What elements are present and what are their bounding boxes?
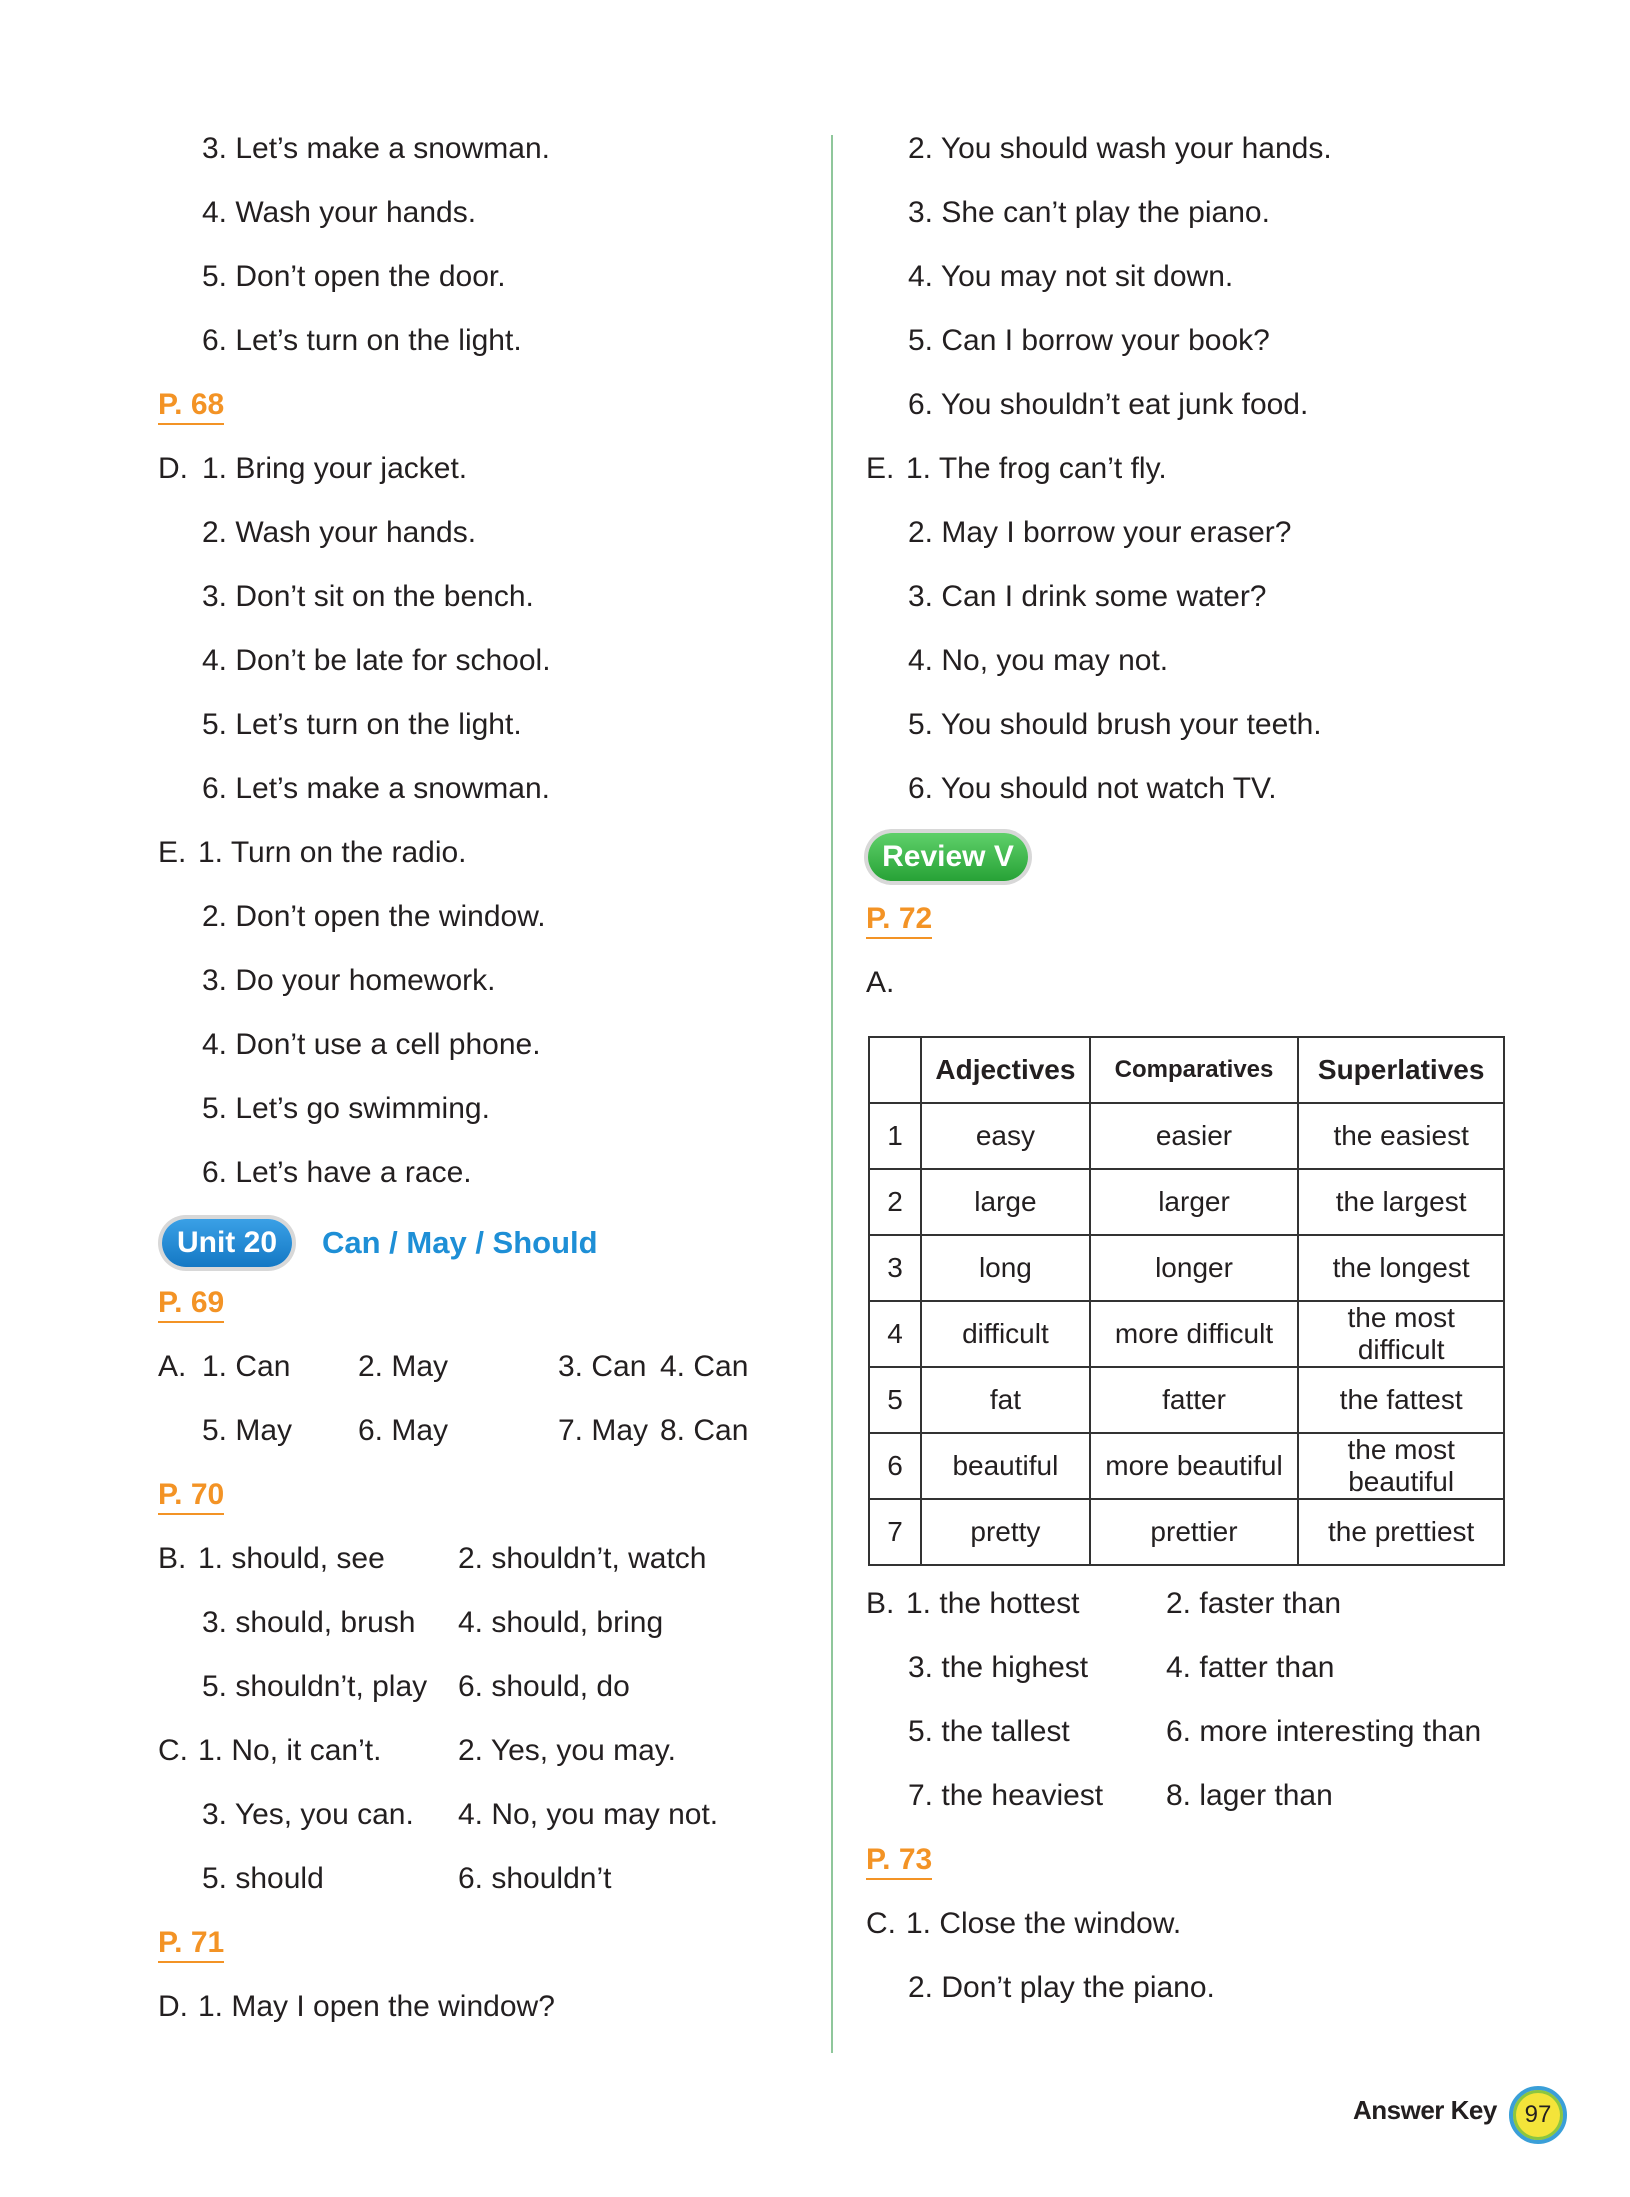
list-item: 4. No, you may not. bbox=[908, 644, 1169, 677]
table-cell: beautiful bbox=[921, 1433, 1090, 1499]
list-item: 2. Don’t play the piano. bbox=[908, 1971, 1215, 2004]
answer-cell: 3. the highest bbox=[908, 1651, 1089, 1684]
table-row bbox=[869, 1235, 1504, 1301]
answer-cell: 4. Can bbox=[660, 1350, 749, 1383]
answer-cell: 1. should, see bbox=[198, 1542, 385, 1575]
list-item: 1. Bring your jacket. bbox=[202, 452, 468, 485]
section-label-a: A. bbox=[866, 966, 895, 999]
answer-cell: 5. the tallest bbox=[908, 1715, 1070, 1748]
answer-cell: 5. should bbox=[202, 1862, 324, 1895]
list-item: 5. Don’t open the door. bbox=[202, 260, 506, 293]
comparison-table bbox=[868, 1036, 1505, 1566]
list-item: 4. Wash your hands. bbox=[202, 196, 477, 229]
page-ref-68: P. 68 bbox=[158, 387, 224, 425]
answer-cell: 5. shouldn’t, play bbox=[202, 1670, 428, 1703]
page-ref-72: P. 72 bbox=[866, 901, 932, 939]
answer-cell: 6. more interesting than bbox=[1166, 1715, 1482, 1748]
list-item: 6. You should not watch TV. bbox=[908, 772, 1277, 805]
answer-cell: 7. the heaviest bbox=[908, 1779, 1104, 1812]
answer-cell: 5. May bbox=[202, 1414, 293, 1447]
section-label-a: A. bbox=[158, 1350, 187, 1383]
answer-cell: 2. Yes, you may. bbox=[458, 1734, 676, 1767]
section-label-b: B. bbox=[158, 1542, 187, 1575]
table-row bbox=[869, 1367, 1504, 1433]
table-header: Comparatives bbox=[1090, 1037, 1299, 1103]
answer-cell: 1. Can bbox=[202, 1350, 291, 1383]
unit-badge: Unit 20 bbox=[162, 1219, 292, 1267]
list-item: 1. The frog can’t fly. bbox=[906, 452, 1167, 485]
list-item: 3. She can’t play the piano. bbox=[908, 196, 1270, 229]
table-header-row bbox=[869, 1037, 1504, 1103]
list-item: 1. Turn on the radio. bbox=[198, 836, 467, 869]
page-ref-71: P. 71 bbox=[158, 1925, 224, 1963]
table-cell: easy bbox=[921, 1103, 1090, 1169]
answer-cell: 2. faster than bbox=[1166, 1587, 1342, 1620]
list-item: 2. You should wash your hands. bbox=[908, 132, 1332, 165]
page-ref-73: P. 73 bbox=[866, 1842, 932, 1880]
section-label-c: C. bbox=[866, 1907, 896, 1940]
table-row bbox=[869, 1433, 1504, 1499]
page-ref-69: P. 69 bbox=[158, 1285, 224, 1323]
section-label-c: C. bbox=[158, 1734, 188, 1767]
table-cell: more beautiful bbox=[1090, 1433, 1299, 1499]
answer-cell: 6. should, do bbox=[458, 1670, 630, 1703]
table-cell: fatter bbox=[1090, 1367, 1299, 1433]
table-cell: fat bbox=[921, 1367, 1090, 1433]
section-label-e: E. bbox=[866, 452, 895, 485]
column-divider bbox=[831, 135, 833, 2053]
list-item: 3. Let’s make a snowman. bbox=[202, 132, 550, 165]
table-cell: 2 bbox=[869, 1169, 921, 1235]
list-item: 5. You should brush your teeth. bbox=[908, 708, 1322, 741]
table-cell: long bbox=[921, 1235, 1090, 1301]
list-item: 6. You shouldn’t eat junk food. bbox=[908, 388, 1309, 421]
answer-cell: 1. the hottest bbox=[906, 1587, 1080, 1620]
table-cell: easier bbox=[1090, 1103, 1299, 1169]
answer-cell: 2. shouldn’t, watch bbox=[458, 1542, 707, 1575]
list-item: 2. Don’t open the window. bbox=[202, 900, 546, 933]
table-cell: 6 bbox=[869, 1433, 921, 1499]
answer-cell: 6. shouldn’t bbox=[458, 1862, 612, 1895]
list-item: 6. Let’s have a race. bbox=[202, 1156, 472, 1189]
table-row bbox=[869, 1103, 1504, 1169]
table-cell: the longest bbox=[1298, 1235, 1504, 1301]
list-item: 5. Can I borrow your book? bbox=[908, 324, 1270, 357]
table-cell: 1 bbox=[869, 1103, 921, 1169]
table-cell: the most beautiful bbox=[1298, 1433, 1504, 1499]
list-item: 6. Let’s turn on the light. bbox=[202, 324, 522, 357]
table-cell: longer bbox=[1090, 1235, 1299, 1301]
table-row bbox=[869, 1499, 1504, 1565]
table-cell: the prettiest bbox=[1298, 1499, 1504, 1565]
answer-cell: 3. should, brush bbox=[202, 1606, 416, 1639]
table-cell: the easiest bbox=[1298, 1103, 1504, 1169]
page-ref-70: P. 70 bbox=[158, 1477, 224, 1515]
table-cell: larger bbox=[1090, 1169, 1299, 1235]
table-cell: prettier bbox=[1090, 1499, 1299, 1565]
table-row bbox=[869, 1169, 1504, 1235]
answer-cell: 4. fatter than bbox=[1166, 1651, 1335, 1684]
section-label-d2: D. bbox=[158, 1990, 188, 2023]
review-badge: Review V bbox=[868, 833, 1028, 881]
list-item: 5. Let’s turn on the light. bbox=[202, 708, 522, 741]
answer-cell: 8. Can bbox=[660, 1414, 749, 1447]
table-cell: 4 bbox=[869, 1301, 921, 1367]
table-cell: 3 bbox=[869, 1235, 921, 1301]
table-cell: large bbox=[921, 1169, 1090, 1235]
footer-label: Answer Key bbox=[1353, 2095, 1497, 2125]
table-cell: more difficult bbox=[1090, 1301, 1299, 1367]
list-item: 2. May I borrow your eraser? bbox=[908, 516, 1292, 549]
table-cell: the largest bbox=[1298, 1169, 1504, 1235]
answer-cell: 7. May bbox=[558, 1414, 649, 1447]
table-row bbox=[869, 1301, 1504, 1367]
list-item: 6. Let’s make a snowman. bbox=[202, 772, 550, 805]
table-cell: 5 bbox=[869, 1367, 921, 1433]
answer-cell: 8. lager than bbox=[1166, 1779, 1333, 1812]
section-label-b: B. bbox=[866, 1587, 895, 1620]
table-header: Superlatives bbox=[1298, 1037, 1504, 1103]
list-item: 3. Do your homework. bbox=[202, 964, 496, 997]
section-label-e: E. bbox=[158, 836, 187, 869]
answer-cell: 4. No, you may not. bbox=[458, 1798, 719, 1831]
table-header: Adjectives bbox=[921, 1037, 1090, 1103]
page-number-badge: 97 bbox=[1509, 2086, 1567, 2144]
list-item: 3. Don’t sit on the bench. bbox=[202, 580, 534, 613]
answer-cell: 1. No, it can’t. bbox=[198, 1734, 382, 1767]
answer-cell: 2. May bbox=[358, 1350, 449, 1383]
list-item: 3. Can I drink some water? bbox=[908, 580, 1267, 613]
table-cell: the fattest bbox=[1298, 1367, 1504, 1433]
list-item: 4. Don’t use a cell phone. bbox=[202, 1028, 541, 1061]
answer-cell: 3. Can bbox=[558, 1350, 647, 1383]
answer-cell: 6. May bbox=[358, 1414, 449, 1447]
section-label-d: D. bbox=[158, 452, 188, 485]
list-item: 2. Wash your hands. bbox=[202, 516, 477, 549]
table-cell: 7 bbox=[869, 1499, 921, 1565]
answer-cell: 4. should, bring bbox=[458, 1606, 664, 1639]
answer-cell: 3. Yes, you can. bbox=[202, 1798, 414, 1831]
table-header bbox=[869, 1037, 921, 1103]
table-cell: pretty bbox=[921, 1499, 1090, 1565]
list-item: 4. You may not sit down. bbox=[908, 260, 1234, 293]
list-item: 4. Don’t be late for school. bbox=[202, 644, 551, 677]
list-item: 1. May I open the window? bbox=[198, 1990, 555, 2023]
list-item: 5. Let’s go swimming. bbox=[202, 1092, 490, 1125]
unit-title: Can / May / Should bbox=[322, 1225, 598, 1260]
list-item: 1. Close the window. bbox=[906, 1907, 1182, 1940]
table-cell: the most difficult bbox=[1298, 1301, 1504, 1367]
table-cell: difficult bbox=[921, 1301, 1090, 1367]
